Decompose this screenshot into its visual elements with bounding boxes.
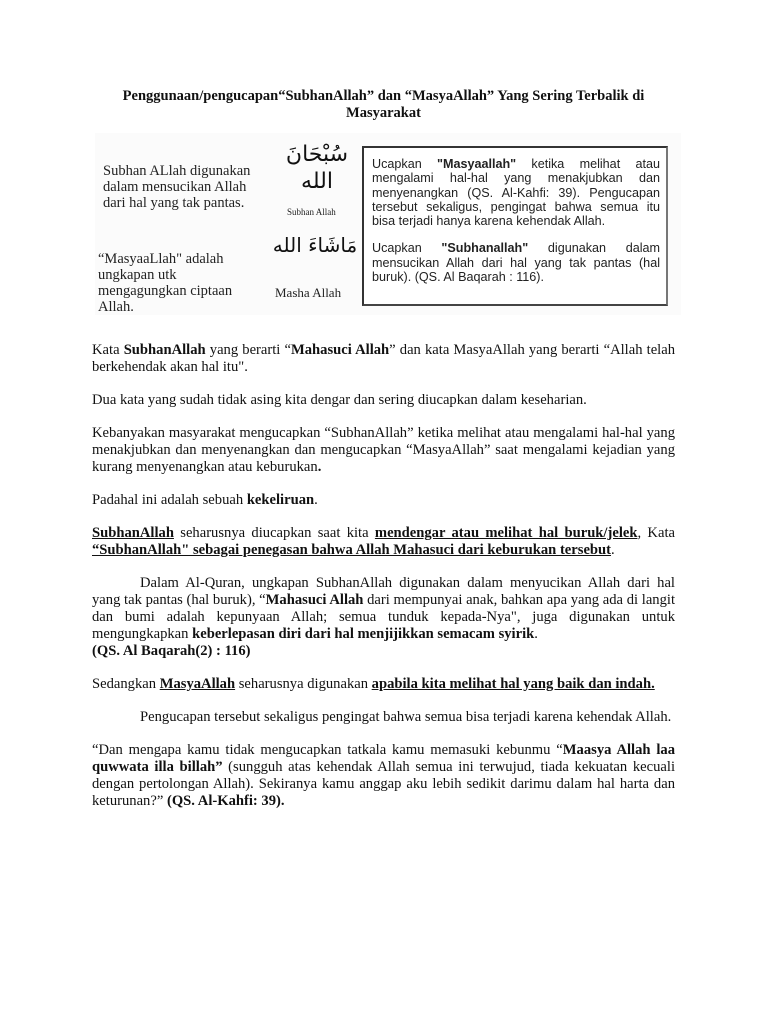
emphasized-text: Mahasuci Allah [290,342,390,358]
masyaallah-description: “MasyaaLlah" adalah ungkapan utk mengagungkan ciptaan Allah. [98,251,233,315]
text-segment: Kata [92,342,124,358]
text-segment: digunakan dalam mensucikan Allah dari hal yang tak pantas (hal buruk). (QS. Al Baqarah : 116). [372,241,660,285]
text-segment: Sedangkan [92,676,160,692]
emphasized-text: . [317,459,322,475]
box-paragraph-subhanallah [372,241,660,284]
emphasized-text: (QS. Al-Kahfi: 39). [166,793,285,809]
emphasized-text: kekeliruan [246,492,315,508]
text-segment: “Dan mengapa kamu tidak mengucapkan tatkala kamu memasuki kebunmu “ [92,742,563,758]
emphasized-text: SubhanAllah [123,342,206,358]
paragraph [92,575,675,660]
text-segment: ketika melihat atau mengalami hal-hal yang menakjubkan dan menyenangkan (QS. Al-Kahfi: 39). Pengucapan tersebut sekaligus, pengingat bahwa semua itu bisa terjadi hanya karena kehendak Allah. [372,157,660,229]
text-segment: Dua kata yang sudah tidak asing kita dengar dan sering diucapkan dalam keseharian. [92,392,587,408]
text-segment: Dalam Al-Quran, ungkapan SubhanAllah digunakan dalam menyucikan Allah dari hal yang tak pantas (hal buruk), “ [92,575,675,608]
emphasized-text: Maasya Allah laa quwwata illa billah” [92,742,675,775]
text-segment: Pengucapan tersebut sekaligus pengingat bahwa semua bisa terjadi karena kehendak Allah. [140,709,672,725]
text-segment: Padahal ini adalah sebuah [92,492,247,508]
text-segment: yang berarti “ [205,342,291,358]
box-paragraph-masyaallah [372,157,660,228]
subhanallah-caption: Subhan Allah [287,207,336,217]
paragraph [92,742,675,810]
emphasized-text: "Subhanallah" [441,241,529,256]
text-segment: Kebanyakan masyarakat mengucapkan “SubhanAllah” ketika melihat atau mengalami hal-hal yang menakjubkan dan menyenangkan dan mengucapkan “MasyaAllah” saat mengalami kejadian yang kurang menyenangkan atau keburukan [92,425,675,475]
paragraph [92,676,675,693]
masyaallah-calligraphy: مَاشَاءَ الله [272,233,358,257]
subhanallah-description: Subhan ALlah digunakan dalam mensucikan Allah dari hal yang tak pantas. [103,163,251,211]
text-segment: . [611,542,615,558]
text-segment: dari mempunyai anak, bahkan apa yang ada di langit dan bumi adalah kepunyaan Allah; semua tunduk kepada-Nya", juga digunakan untuk mengungkapkan [92,592,675,642]
text-segment: (sungguh atas kehendak Allah semua ini terwujud, tiada kekuatan kecuali dengan pertolongan Allah). Sekiranya kamu anggap aku lebih sedikit darimu dalam hal harta dan keturunan?” [92,759,675,809]
masyaallah-caption: Masha Allah [275,285,342,300]
emphasized-text: mendengar atau melihat hal buruk/jelek [374,525,638,541]
text-segment: . [314,492,318,508]
illustration-figure [95,133,681,315]
emphasized-text: "Masyaallah" [436,157,517,171]
document-title: Penggunaan/pengucapan“SubhanAllah” dan “MasyaAllah” Yang Sering Terbalik di Masyarakat [122,88,645,121]
text-segment: . [534,626,538,642]
paragraph [92,425,675,476]
emphasized-text: “SubhanAllah" sebagai penegasan bahwa Allah Mahasuci dari keburukan tersebut [92,542,612,558]
text-segment: , Kata [637,525,675,541]
text-segment: seharusnya diucapkan saat kita [173,525,375,541]
document-body [92,342,675,826]
paragraph [92,492,675,509]
emphasized-text: apabila kita melihat hal yang baik dan indah. [371,676,655,692]
explanation-box [362,146,668,306]
emphasized-text: SubhanAllah [92,525,174,541]
text-segment: Ucapkan [372,241,442,256]
paragraph [92,709,675,726]
emphasized-text: keberlepasan diri dari hal menjijikkan semacam syirik [192,626,535,642]
paragraph [92,525,675,559]
emphasized-text: Mahasuci Allah [265,592,364,608]
paragraph [92,342,675,376]
emphasized-text: MasyaAllah [159,676,236,692]
text-segment: seharusnya digunakan [235,676,372,692]
paragraph [92,392,675,409]
emphasized-text: (QS. Al Baqarah(2) : 116) [92,643,251,659]
text-segment: ” dan kata MasyaAllah yang berarti “Allah telah berkehendak akan hal itu". [92,342,675,375]
text-segment: Ucapkan [372,157,437,171]
subhanallah-calligraphy: سُبْحَانَ الله [285,142,349,194]
